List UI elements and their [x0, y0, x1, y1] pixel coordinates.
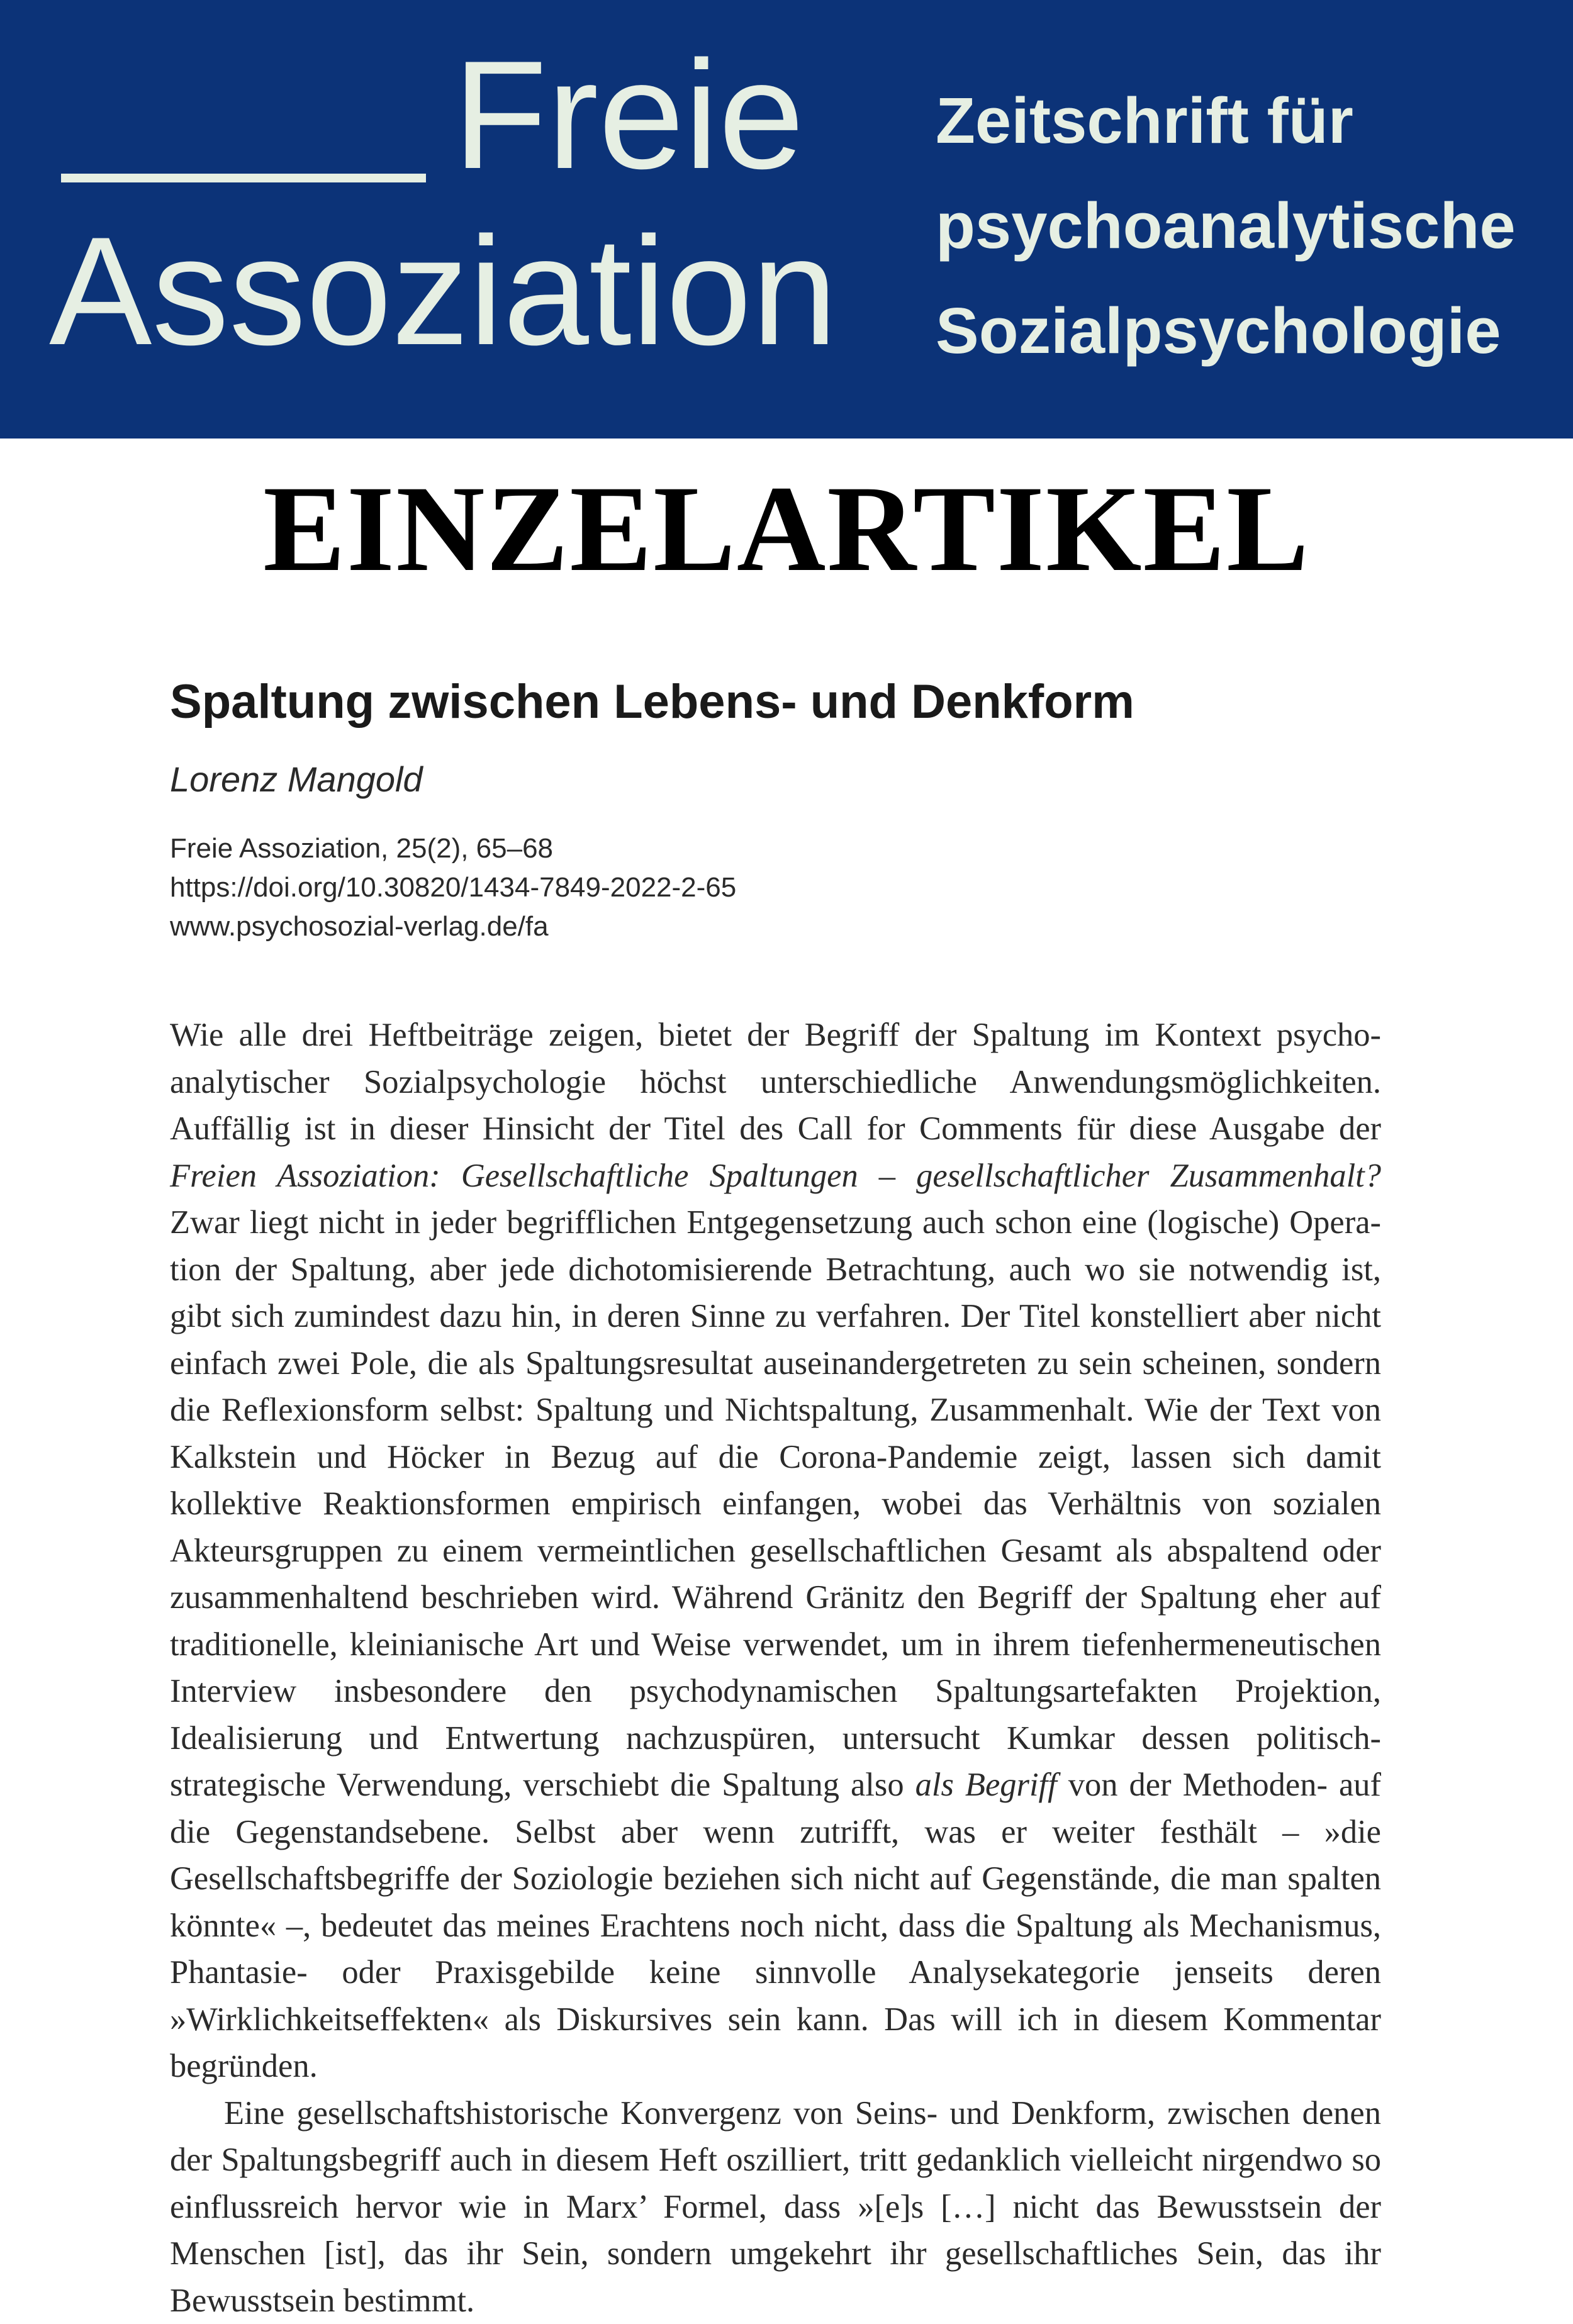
article-author: Lorenz Mangold: [170, 760, 423, 799]
journal-masthead: [0, 0, 1573, 439]
masthead-logo-word-freie: Freie: [453, 38, 804, 192]
body-paragraph: [170, 2090, 1381, 2324]
citation-website-link[interactable]: www.psychosozial-verlag.de/fa: [170, 907, 736, 946]
paragraph-text: Zwar liegt nicht in jeder begrifflichen Entgegensetzung auch schon eine (logische) Operation der Spaltung, aber jede dichotomisierende Betrachtung, auch wo sie notwendig ist, gibt sich zumindest dazu hin, in deren Sinne zu verfahren. Der Titel konstelliert aber nicht einfach zwei Pole, die als Spaltungsresultat auseinandergetreten zu sein scheinen, sondern die Reflexionsform selbst: Spaltung und Nichtspaltung, Zusammenhalt. Wie der Text von Kalkstein und Höcker in Bezug auf die Corona-Pandemie zeigt, lassen sich damit kollektive Reaktionsformen empirisch einfangen, wobei das Verhältnis von sozialen Akteursgruppen zu einem vermeintlichen gesellschaftlichen Gesamt als abspaltend oder zusammenhaltend beschrieben wird. Während Gränitz den Begriff der Spaltung eher auf traditionelle, kleinianische Art und Weise verwendet, um in ihrem tiefenhermeneutischen Interview insbesondere den psychodynamischen Spaltungsartefakten Projektion, Idealisierung und Entwertung nachzuspüren, untersucht Kumkar dessen politisch-strategische Verwendung, verschiebt die Spaltung also: [170, 1204, 1381, 1803]
paragraph-text: Eine gesellschaftshistorische Konvergenz von Seins- und Denkform, zwischen denen der Spaltungsbegriff auch in diesem Heft oszilliert, tritt gedanklich vielleicht nirgendwo so einflussreich hervor wie in Marx’ Formel, dass »[e]s […] nicht das Bewusstsein der Menschen [ist], das ihr Sein, sondern umgekehrt ihr gesellschaftliches Sein, das ihr Bewusstsein bestimmt.: [170, 2095, 1381, 2319]
masthead-subtitle: [936, 68, 1516, 383]
masthead-subtitle-line: psychoanalytische: [936, 173, 1516, 278]
masthead-rule: [61, 174, 426, 182]
call-for-comments-title: Freien Assoziation: Gesellschaftliche Spaltungen – gesellschaftlicher Zusammenhalt?: [170, 1158, 1381, 1194]
body-paragraph: [170, 1012, 1381, 2090]
article-title: Spaltung zwischen Lebens- und Denkform: [170, 676, 1134, 729]
citation-doi-link[interactable]: https://doi.org/10.30820/1434-7849-2022-2-65: [170, 868, 736, 907]
document-type-banner: EINZELARTIKEL: [0, 464, 1573, 594]
article-body: [170, 1012, 1381, 2226]
masthead-subtitle-line: Zeitschrift für: [936, 68, 1516, 173]
masthead-logo-word-assoziation: Assoziation: [49, 214, 837, 368]
paragraph-text: Wie alle drei Heftbeiträge zeigen, bietet der Begriff der Spaltung im Kontext psychoanalytischer Sozialpsychologie höchst unterschiedliche Anwendungsmöglichkeiten. Auffällig ist in dieser Hinsicht der Titel des Call for Comments für diese Ausgabe der: [170, 1017, 1381, 1147]
citation-block: [170, 829, 736, 946]
paragraph-text: von der Methoden- auf die Gegenstandsebene. Selbst aber wenn zutrifft, was er weiter festhält – »die Gesellschaftsbegriffe der Soziologie beziehen sich nicht auf Gegenstände, die man spalten könnte« –, bedeutet das meines Erachtens noch nicht, dass die Spaltung als Mechanismus, Phantasie- oder Praxisgebilde keine sinnvolle Analysekategorie jenseits deren »Wirklichkeitseffekten« als Diskursives sein kann. Das will ich in diesem Kommentar begründen.: [170, 1767, 1381, 2084]
citation-source: Freie Assoziation, 25(2), 65–68: [170, 829, 736, 868]
masthead-subtitle-line: Sozialpsychologie: [936, 278, 1516, 383]
emphasis-als-begriff: als Begriff: [915, 1767, 1057, 1803]
